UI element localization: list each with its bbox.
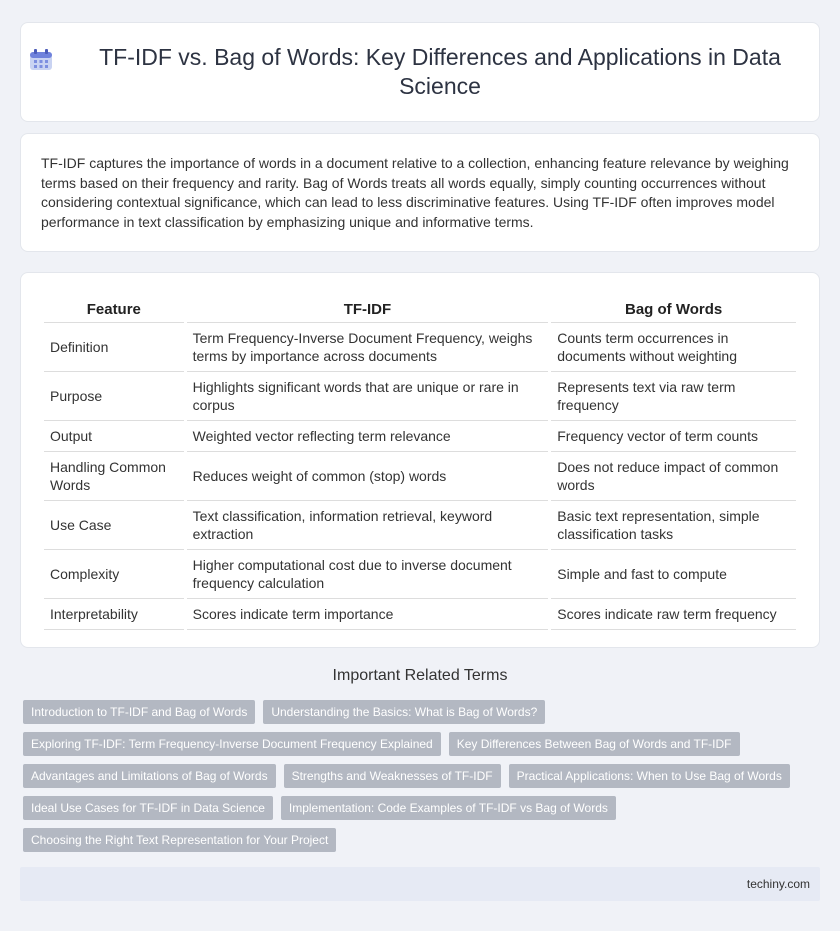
- table-row: [44, 323, 796, 372]
- bow-cell: Frequency vector of term counts: [551, 421, 796, 452]
- feature-cell: Use Case: [44, 501, 184, 550]
- table-row: [44, 372, 796, 421]
- intro-paragraph: TF-IDF captures the importance of words in a document relative to a collection, enhancing feature relevance by weighing terms based on their frequency and rarity. Bag of Words treats all words equally, simply counting occurrences without considering contextual significance, which can lead to less discriminative features. Using TF-IDF often improves model performance in text classification by emphasizing unique and informative terms.: [41, 155, 789, 230]
- tfidf-cell: Reduces weight of common (stop) words: [187, 452, 549, 501]
- tfidf-cell: Highlights significant words that are unique or rare in corpus: [187, 372, 549, 421]
- table-row: [44, 452, 796, 501]
- header-tfidf: TF-IDF: [187, 297, 549, 323]
- tfidf-cell: Term Frequency-Inverse Document Frequency, weighs terms by importance across documents: [187, 323, 549, 372]
- comparison-table: [41, 297, 799, 630]
- page-title: TF-IDF vs. Bag of Words: Key Differences and Applications in Data Science: [99, 44, 781, 99]
- feature-cell: Purpose: [44, 372, 184, 421]
- tag-row: [23, 828, 813, 852]
- comparison-card: [20, 272, 820, 648]
- related-term-link[interactable]: Key Differences Between Bag of Words and TF-IDF: [449, 732, 740, 756]
- bow-cell: Represents text via raw term frequency: [551, 372, 796, 421]
- related-term-link[interactable]: Choosing the Right Text Representation for Your Project: [23, 828, 336, 852]
- tag-row: [23, 796, 813, 820]
- related-terms-heading: Important Related Terms: [332, 667, 508, 684]
- intro-card: [20, 133, 820, 252]
- related-term-link[interactable]: Ideal Use Cases for TF-IDF in Data Science: [23, 796, 273, 820]
- bow-cell: Does not reduce impact of common words: [551, 452, 796, 501]
- related-term-link[interactable]: Exploring TF-IDF: Term Frequency-Inverse Document Frequency Explained: [23, 732, 441, 756]
- calendar-icon: [29, 49, 53, 71]
- related-term-link[interactable]: Advantages and Limitations of Bag of Words: [23, 764, 276, 788]
- table-header-row: [44, 297, 796, 323]
- tag-row: [23, 764, 813, 788]
- table-row: [44, 599, 796, 630]
- bow-cell: Counts term occurrences in documents without weighting: [551, 323, 796, 372]
- related-term-link[interactable]: Introduction to TF-IDF and Bag of Words: [23, 700, 255, 724]
- tfidf-cell: Text classification, information retrieval, keyword extraction: [187, 501, 549, 550]
- feature-cell: Definition: [44, 323, 184, 372]
- tag-row: [23, 700, 813, 724]
- tfidf-cell: Higher computational cost due to inverse document frequency calculation: [187, 550, 549, 599]
- feature-cell: Handling Common Words: [44, 452, 184, 501]
- related-term-link[interactable]: Understanding the Basics: What is Bag of Words?: [263, 700, 545, 724]
- table-row: [44, 550, 796, 599]
- tag-row: [23, 732, 813, 756]
- related-terms-list: [23, 700, 813, 860]
- feature-cell: Complexity: [44, 550, 184, 599]
- footer: [20, 867, 820, 901]
- bow-cell: Basic text representation, simple classification tasks: [551, 501, 796, 550]
- tfidf-cell: Scores indicate term importance: [187, 599, 549, 630]
- feature-cell: Interpretability: [44, 599, 184, 630]
- related-term-link[interactable]: Practical Applications: When to Use Bag of Words: [509, 764, 790, 788]
- site-name[interactable]: techiny.com: [746, 877, 810, 891]
- bow-cell: Simple and fast to compute: [551, 550, 796, 599]
- table-row: [44, 501, 796, 550]
- header-feature: Feature: [44, 297, 184, 323]
- table-row: [44, 421, 796, 452]
- title-card: [20, 22, 820, 122]
- bow-cell: Scores indicate raw term frequency: [551, 599, 796, 630]
- related-term-link[interactable]: Strengths and Weaknesses of TF-IDF: [284, 764, 501, 788]
- tfidf-cell: Weighted vector reflecting term relevance: [187, 421, 549, 452]
- related-term-link[interactable]: Implementation: Code Examples of TF-IDF vs Bag of Words: [281, 796, 616, 820]
- feature-cell: Output: [44, 421, 184, 452]
- header-bow: Bag of Words: [551, 297, 796, 323]
